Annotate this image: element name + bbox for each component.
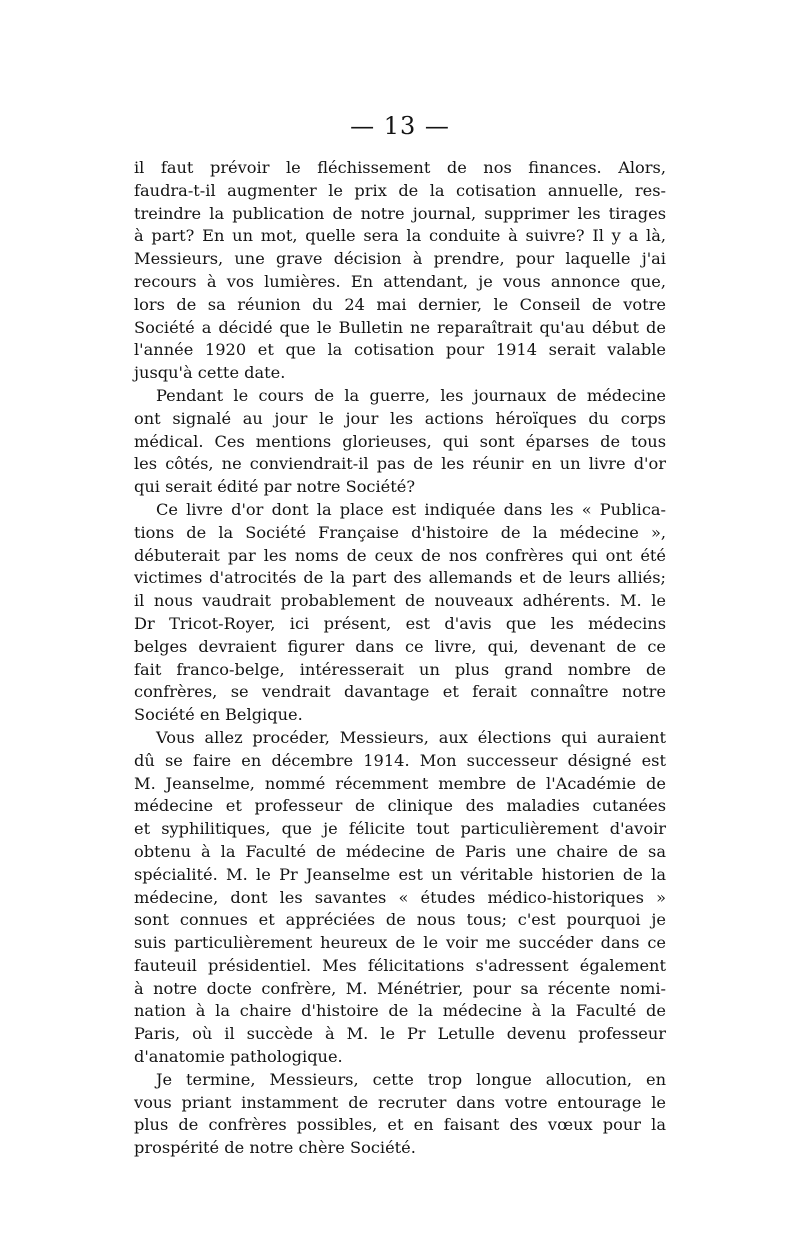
- text-line: Messieurs, une grave décision à prendre, pour laquelle j'ai: [134, 249, 666, 269]
- text-line: débuterait par les noms de ceux de nos confrères qui ont été: [134, 545, 666, 565]
- text-line: qui serait édité par notre Société?: [134, 477, 416, 497]
- paragraph-5: [134, 1069, 666, 1160]
- text-line: sont connues et appréciées de nous tous; c'est pourquoi je: [134, 910, 666, 930]
- text-line: faudra-t-il augmenter le prix de la cotisation annuelle, res-: [134, 180, 666, 200]
- text-line: Pendant le cours de la guerre, les journaux de médecine: [156, 385, 666, 405]
- text-line: à notre docte confrère, M. Ménétrier, pour sa récente nomi-: [134, 978, 666, 998]
- text-line: médecine et professeur de clinique des maladies cutanées: [134, 796, 666, 816]
- text-line: nation à la chaire d'histoire de la médecine à la Faculté de: [134, 1001, 666, 1021]
- text-line: fauteuil présidentiel. Mes félicitations s'adressent également: [134, 955, 666, 975]
- text-line: Société a décidé que le Bulletin ne reparaîtrait qu'au début de: [134, 317, 666, 337]
- text-line: spécialité. M. le Pr Jeanselme est un véritable historien de la: [134, 864, 666, 884]
- text-line: d'anatomie pathologique.: [134, 1047, 343, 1067]
- text-line: ont signalé au jour le jour les actions héroïques du corps: [134, 408, 666, 428]
- text-line: il nous vaudrait probablement de nouveaux adhérents. M. le: [134, 591, 666, 611]
- text-line: médecine, dont les savantes « études médico-historiques »: [134, 887, 666, 907]
- text-line: les côtés, ne conviendrait-il pas de les réunir en un livre d'or: [134, 454, 666, 474]
- text-line: victimes d'atrocités de la part des allemands et de leurs alliés;: [134, 568, 666, 588]
- paragraph-2: [134, 385, 666, 499]
- paragraph-4: [134, 727, 666, 1069]
- text-line: confrères, se vendrait davantage et ferait connaître notre: [134, 682, 666, 702]
- text-line: obtenu à la Faculté de médecine de Paris une chaire de sa: [134, 841, 666, 861]
- text-line: belges devraient figurer dans ce livre, qui, devenant de ce: [134, 636, 666, 656]
- text-line: suis particulièrement heureux de le voir me succéder dans ce: [134, 933, 666, 953]
- text-line: l'année 1920 et que la cotisation pour 1914 serait valable: [134, 340, 666, 360]
- text-line: Société en Belgique.: [134, 705, 303, 725]
- text-line: tions de la Société Française d'histoire de la médecine »,: [134, 522, 666, 542]
- text-line: lors de sa réunion du 24 mai dernier, le Conseil de votre: [134, 294, 666, 314]
- text-line: M. Jeanselme, nommé récemment membre de l'Académie de: [134, 773, 666, 793]
- page-number: — 13 —: [350, 112, 450, 140]
- text-line: Dr Tricot-Royer, ici présent, est d'avis que les médecins: [134, 613, 666, 633]
- text-line: Je termine, Messieurs, cette trop longue allocution, en: [156, 1069, 666, 1089]
- text-line: recours à vos lumières. En attendant, je vous annonce que,: [134, 271, 666, 291]
- text-line: fait franco-belge, intéresserait un plus grand nombre de: [134, 659, 666, 679]
- paragraph-1: [134, 157, 666, 385]
- text-line: médical. Ces mentions glorieuses, qui sont éparses de tous: [134, 431, 666, 451]
- text-line: jusqu'à cette date.: [134, 363, 286, 383]
- text-line: Paris, où il succède à M. le Pr Letulle devenu professeur: [134, 1024, 666, 1044]
- text-line: dû se faire en décembre 1914. Mon successeur désigné est: [134, 750, 666, 770]
- text-line: et syphilitiques, que je félicite tout particulièrement d'avoir: [134, 819, 666, 839]
- text-line: Vous allez procéder, Messieurs, aux élections qui auraient: [156, 727, 666, 747]
- text-line: Ce livre d'or dont la place est indiquée dans les « Publica-: [156, 499, 666, 519]
- text-line: plus de confrères possibles, et en faisant des vœux pour la: [134, 1115, 666, 1135]
- text-line: treindre la publication de notre journal, supprimer les tirages: [134, 203, 666, 223]
- body-text: [134, 157, 666, 1160]
- text-line: prospérité de notre chère Société.: [134, 1138, 416, 1158]
- text-line: à part? En un mot, quelle sera la conduite à suivre? Il y a là,: [134, 226, 666, 246]
- text-line: il faut prévoir le fléchissement de nos finances. Alors,: [134, 158, 666, 177]
- text-line: vous priant instamment de recruter dans votre entourage le: [134, 1092, 666, 1112]
- paragraph-3: [134, 499, 666, 727]
